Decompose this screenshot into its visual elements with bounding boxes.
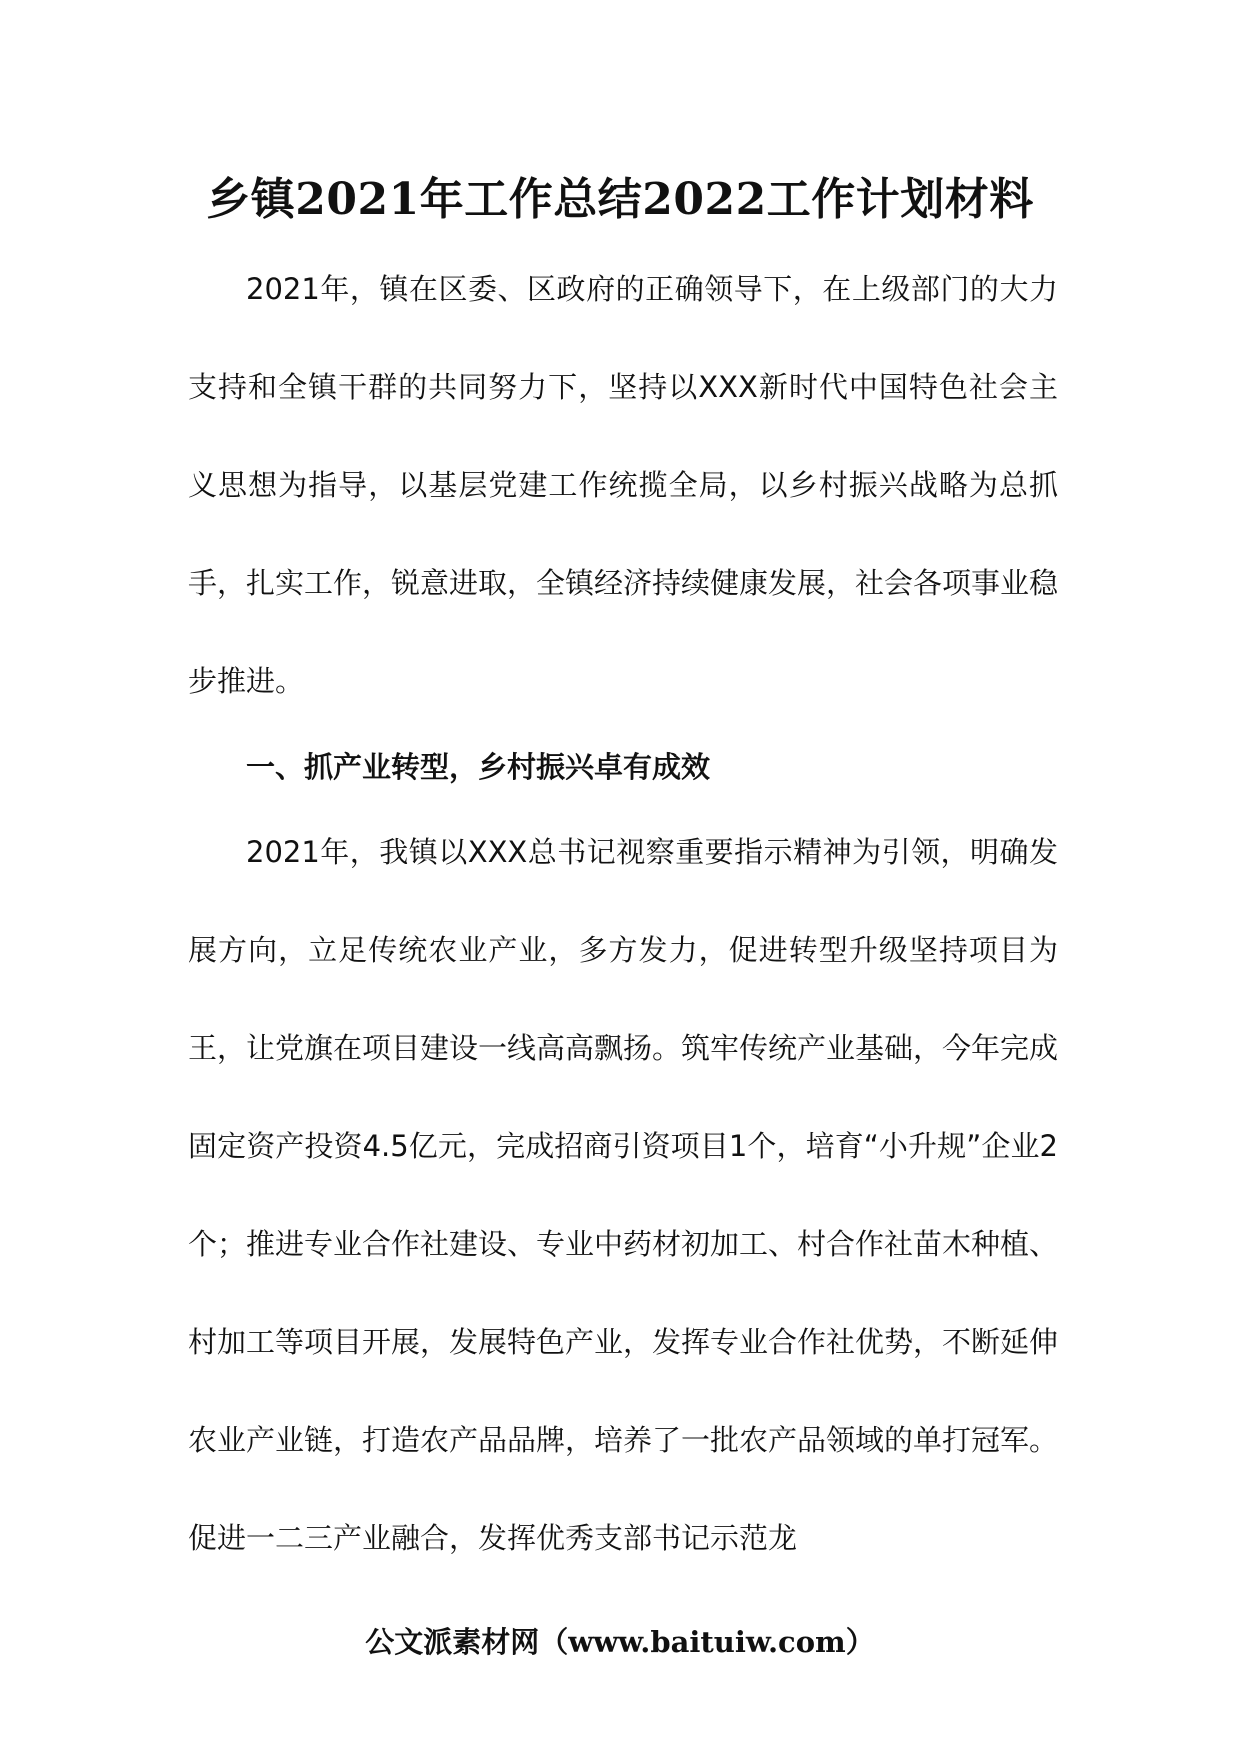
section-heading: 一、抓产业转型，乡村振兴卓有成效 [246,750,711,784]
section-body-paragraph: 2021年，我镇以XXX总书记视察重要指示精神为引领，明确发展方向，立足传统农业产业，多方发力，促进转型升级坚持项目为王，让党旗在项目建设一线高高飘扬。筑牢传统产业基础，今年完成固定资产投资4.5亿元，完成招商引资项目1个，培育“小升规”企业2个；推进专业合作社建设、专业中药材初加工、村合作社苗木种植、村加工等项目开展，发展特色产业，发挥专业合作社优势，不断延伸农业产业链，打造农产品品牌，培养了一批农产品领域的单打冠军。促进一二三产业融合，发挥优秀支部书记示范龙 [188,835,1059,1555]
intro-paragraph: 2021年，镇在区委、区政府的正确领导下，在上级部门的大力支持和全镇干群的共同努力下，坚持以XXX新时代中国特色社会主义思想为指导，以基层党建工作统揽全局，以乡村振兴战略为总抓手，扎实工作，锐意进取，全镇经济持续健康发展，社会各项事业稳步推进。 [188,272,1059,698]
document-title: 乡镇2021年工作总结2022工作计划材料 [206,174,1034,225]
footer-watermark: 公文派素材网（www.baituiw.com） [365,1625,875,1659]
